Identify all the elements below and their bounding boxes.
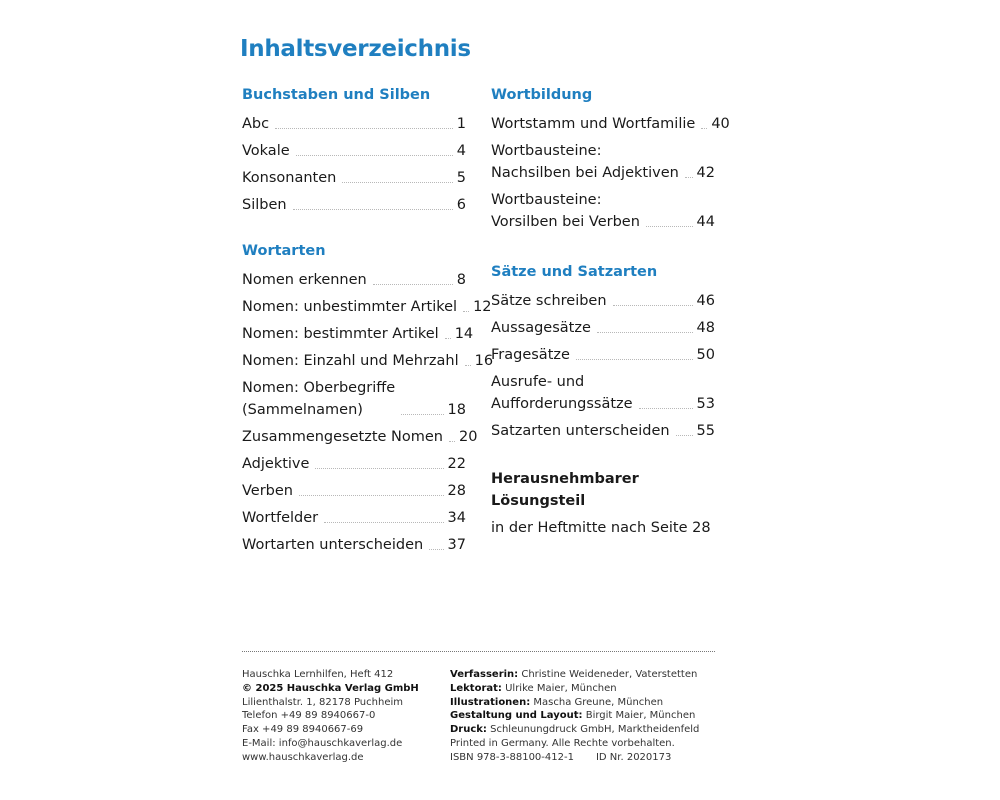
dot-leader [639,408,693,409]
toc-entry: Verben 28 [242,480,466,502]
phone-line: Telefon +49 89 8940667-0 [242,710,376,722]
toc-entry: Fragesätze 50 [491,344,715,366]
toc-right-column [491,82,730,539]
dot-leader [296,155,453,156]
page-number: 20 [459,429,478,445]
toc-left-column [242,82,494,556]
dot-leader [293,209,453,210]
toc-entry: Wortstamm und Wortfamilie 40 [491,113,715,135]
dot-leader [342,182,452,183]
toc-entry: Wortarten unterscheiden 37 [242,534,466,556]
toc-entry: Ausrufe- und Aufforderungssätze 53 [491,371,715,415]
isbn-line: ISBN 978-3-88100-412-1 ID Nr. 2020173 [450,751,672,763]
page-number: 6 [456,197,466,213]
page-number: 48 [696,320,715,336]
page-number: 22 [447,456,466,472]
design-line: Gestaltung und Layout: Birgit Maier, München [450,710,696,722]
page-number: 18 [447,402,466,418]
page-number: 40 [711,116,730,132]
toc-entry: Adjektive 22 [242,453,466,475]
toc-entry: Sätze schreiben 46 [491,290,715,312]
toc-entry: Vokale 4 [242,140,466,162]
toc-entry: Nomen: Einzahl und Mehrzahl 16 [242,350,466,372]
dot-leader [576,359,693,360]
dot-leader [401,414,443,415]
toc-entry: Aussagesätze 48 [491,317,715,339]
toc-entry: Silben 6 [242,194,466,216]
toc-entry: Satzarten unterscheiden 55 [491,420,715,442]
toc-entry: Nomen: unbestimmter Artikel 12 [242,296,466,318]
section-heading-wortarten: Wortarten [242,243,326,259]
page-number: 37 [447,537,466,553]
dot-leader [676,435,693,436]
copyright-line: © 2025 Hauschka Verlag GmbH [242,682,419,694]
email-line: E-Mail: info@hauschkaverlag.de [242,737,403,749]
toc-entry: Zusammengesetzte Nomen 20 [242,426,466,448]
section-heading-saetze: Sätze und Satzarten [491,264,658,280]
page-number: 12 [473,299,492,315]
toc-entry: Konsonanten 5 [242,167,466,189]
dot-leader [646,226,693,227]
page-number: 16 [474,353,494,369]
toc-entry: Wortbausteine: Nachsilben bei Adjektiven 42 [491,140,715,184]
page-number: 44 [696,214,715,230]
dot-leader [463,311,469,312]
illustrations-line: Illustrationen: Mascha Greune, München [450,696,664,708]
website-line: www.hauschkaverlag.de [242,751,364,763]
solutions-text: in der Heftmitte nach Seite 28 [491,520,711,536]
dot-leader [449,441,455,442]
dot-leader [701,128,707,129]
dot-leader [315,468,443,469]
dot-leader [685,177,693,178]
dot-leader [275,128,453,129]
page-number: 55 [696,423,715,439]
page-number: 42 [696,165,715,181]
editor-line: Lektorat: Ulrike Maier, München [450,682,617,694]
imprint-publisher [242,668,442,765]
print-line: Druck: Schleunungdruck GmbH, Marktheidenfeld [450,724,700,736]
dot-leader [465,365,471,366]
dot-leader [324,522,443,523]
page-number: 53 [696,396,715,412]
page-number: 1 [456,116,466,132]
page-title: Inhaltsverzeichnis [240,36,471,62]
address-line: Lilienthalstr. 1, 82178 Puchheim [242,696,403,708]
imprint-credits [450,668,720,765]
page-number: 14 [454,326,474,342]
dot-leader [299,495,444,496]
page-number: 50 [696,347,715,363]
toc-entry: Nomen: bestimmter Artikel 14 [242,323,466,345]
dot-leader [613,305,693,306]
toc-entry: Wortbausteine: Vorsilben bei Verben 44 [491,189,715,233]
toc-entry: Abc 1 [242,113,466,135]
page-number: 8 [456,272,466,288]
dot-leader [429,549,443,550]
dot-leader [445,338,451,339]
solutions-heading: Herausnehmbarer Lösungsteil [491,471,639,509]
page-number: 46 [696,293,715,309]
page-number: 34 [447,510,466,526]
series-line: Hauschka Lernhilfen, Heft 412 [242,669,394,680]
toc-entry: Wortfelder 34 [242,507,466,529]
dot-leader [373,284,453,285]
section-heading-buchstaben: Buchstaben und Silben [242,87,431,103]
rights-line: Printed in Germany. Alle Rechte vorbehalten. [450,737,675,749]
toc-entry: Nomen erkennen 8 [242,269,466,291]
imprint-divider [242,651,715,652]
fax-line: Fax +49 89 8940667-69 [242,724,364,736]
page-number: 4 [456,143,466,159]
toc-entry: Nomen: Oberbegriffe (Sammelnamen) 18 [242,377,466,421]
dot-leader [597,332,693,333]
section-heading-wortbildung: Wortbildung [491,87,593,103]
author-line: Verfasserin: Christine Weideneder, Vaterstetten [450,669,698,680]
page-number: 28 [447,483,466,499]
page-number: 5 [456,170,466,186]
